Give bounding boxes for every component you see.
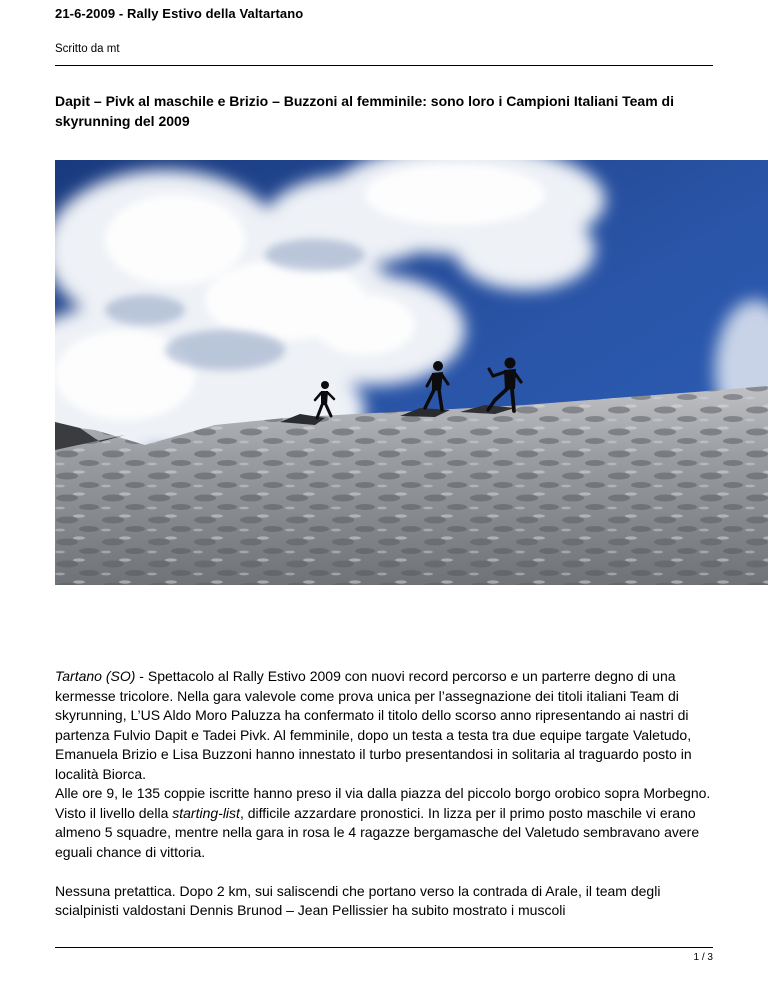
article-dateline: Tartano (SO) [55,668,136,684]
paragraph-1-text: Spettacolo al Rally Estivo 2009 con nuovi record percorso e un parterre degno di una kermesse tricolore. Nella gara valevole come prova unica per l’assegnazione dei titoli italiani Team di skyrunning, L’US Aldo Moro Paluzza ha confermato il titolo dello scorso anno ripresentando ai nastri di partenza Fulvio Dapit e Tadei Pivk. Al femminile, dopo un testa a testa tra due equipe targate Valetudo, Emanuela Brizio e Lisa Buzzoni hanno innestato il turbo presentandosi in solitaria al traguardo posto in località Biorca. [55,668,692,782]
article-photo [55,160,768,585]
document-author: Scritto da mt [55,43,120,55]
article-paragraph-3: Nessuna pretattica. Dopo 2 km, sui saliscendi che portano verso la contrada di Arale, il team degli scialpinisti valdostani Dennis Brunod – Jean Pellissier ha subito mostrato i muscoli [55,882,661,918]
article-paragraph-1 [55,667,720,784]
skyrunners-photo-illustration [55,160,768,585]
paragraph-2-text-after: , difficile azzardare pronostici. In lizza per il primo posto maschile vi erano almeno 5 squadre, mentre nella gara in rosa le 4 ragazze bergamasche del Valetudo sembravano avere eguali chance di vittoria. [55,804,700,860]
paragraph-2-text-before: Alle ore 9, le 135 coppie iscritte hanno preso il via dalla piazza del piccolo borgo orobico sopra Morbegno. Visto il livello della [55,785,711,821]
footer-divider [55,947,713,948]
header-divider [55,65,713,66]
article-paragraph-2 [55,784,720,862]
article-title: Dapit – Pivk al maschile e Brizio – Buzzoni al femminile: sono loro i Campioni Italiani Team di skyrunning del 2009 [55,93,674,129]
page-number: 1 / 3 [693,952,713,963]
paragraph-2-emphasis: starting-list [172,804,240,821]
article-body [55,667,720,921]
document-header-title: 21-6-2009 - Rally Estivo della Valtartano [55,6,304,21]
dateline-separator: - [135,668,148,684]
